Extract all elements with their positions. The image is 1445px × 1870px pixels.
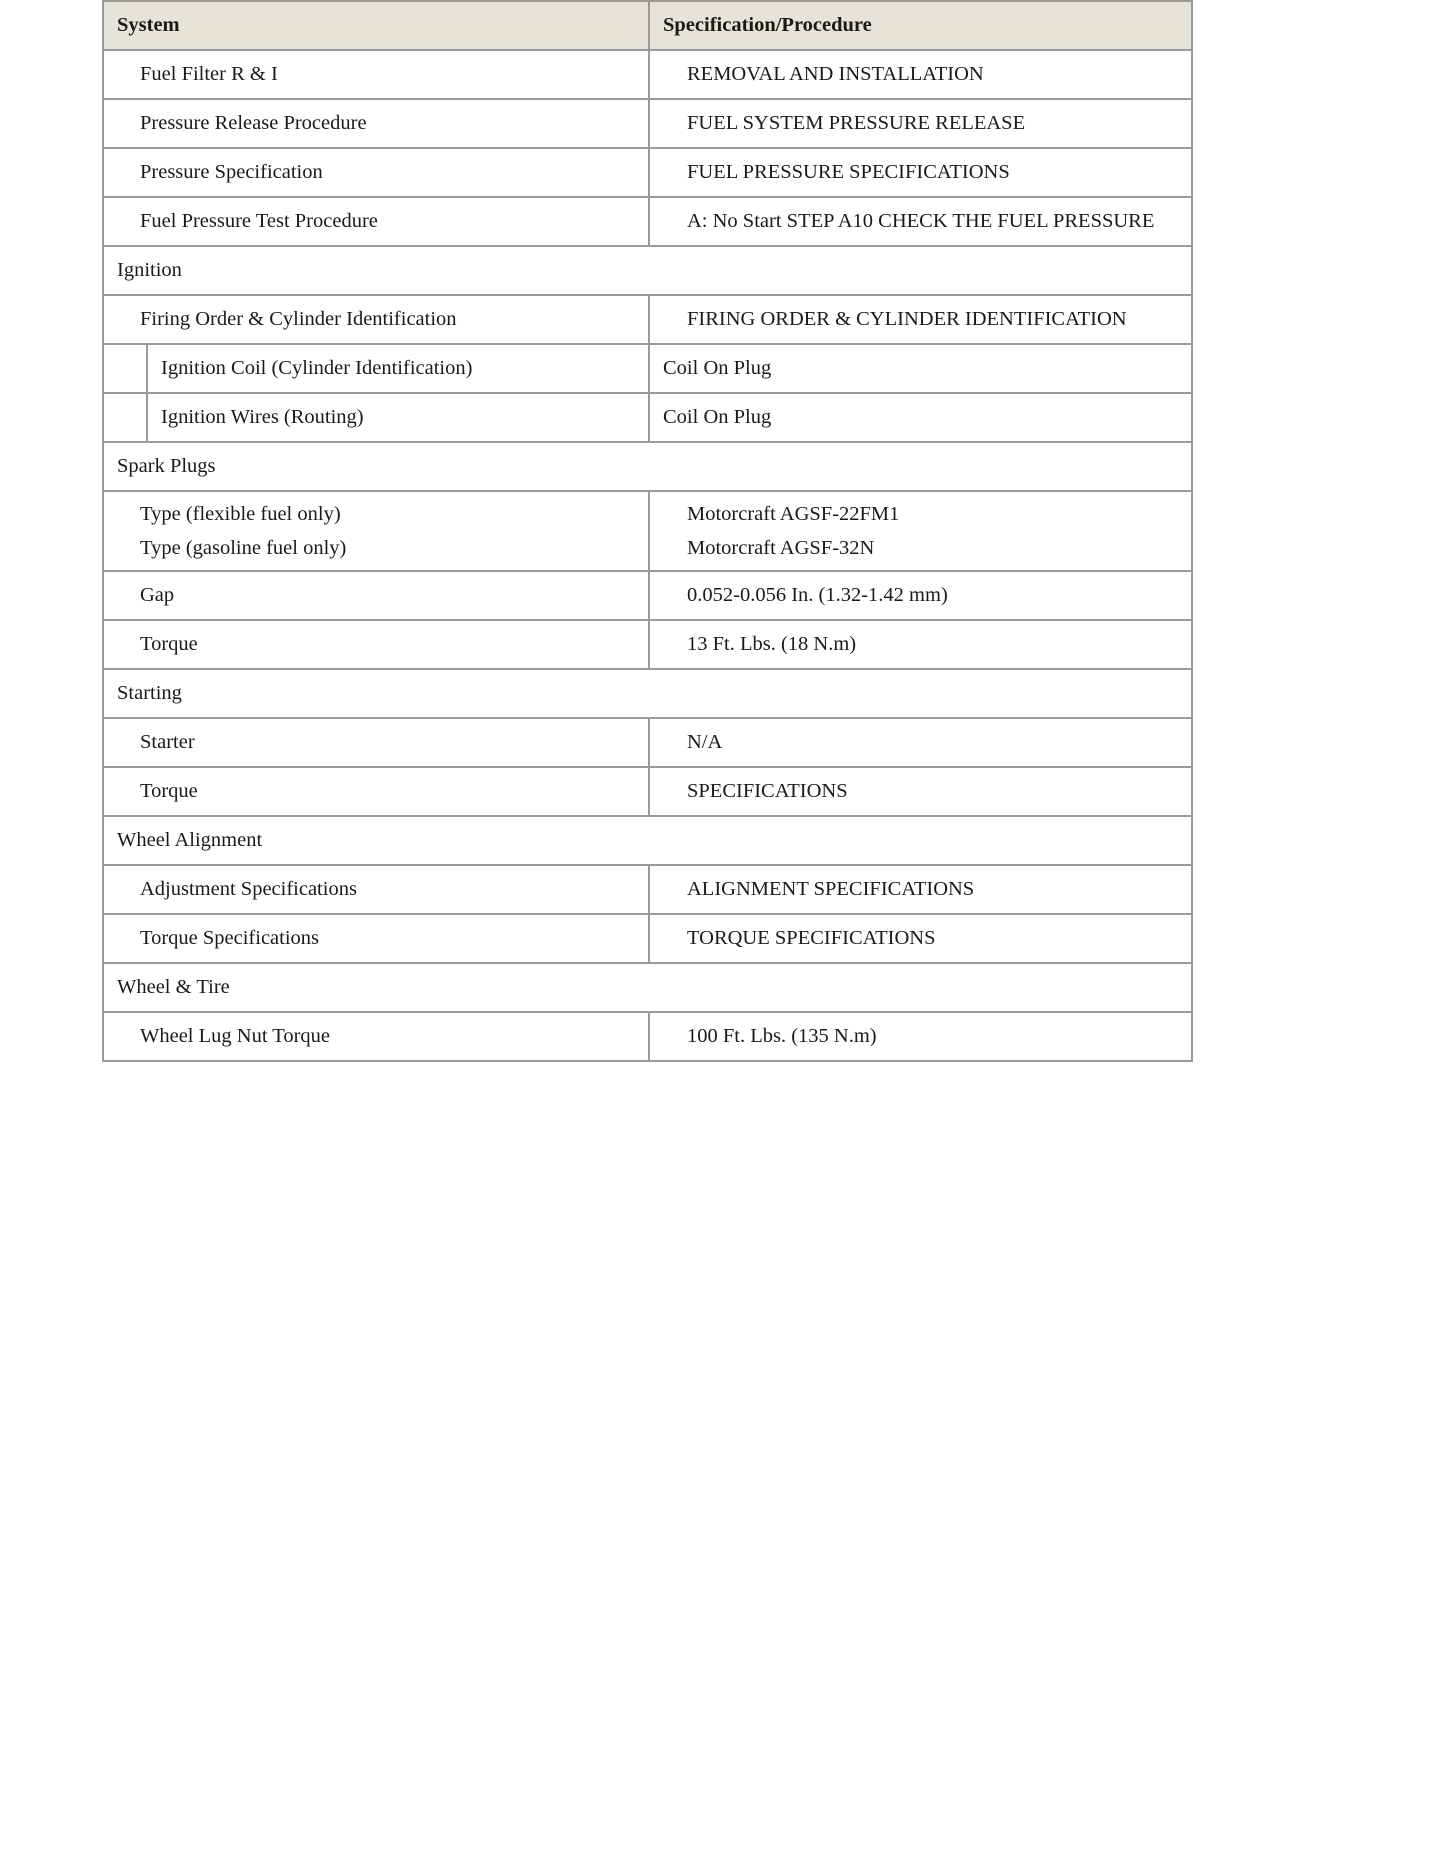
- type-gas-value: Motorcraft AGSF-32N: [687, 537, 875, 559]
- group-row-wheel-alignment: [103, 816, 1192, 865]
- table-row: [103, 295, 1192, 344]
- group-row-ignition: [103, 246, 1192, 295]
- group-heading-starting: Starting: [103, 669, 1192, 718]
- table-row: [103, 393, 1192, 442]
- spark-plug-torque-spec: 13 Ft. Lbs. (18 N.m): [649, 620, 1192, 669]
- fuel-filter-system: Fuel Filter R & I: [103, 50, 649, 99]
- table-header-row: [103, 1, 1192, 50]
- firing-order-system: Firing Order & Cylinder Identification: [103, 295, 649, 344]
- header-system: System: [103, 1, 649, 50]
- starter-torque-spec-link[interactable]: SPECIFICATIONS: [649, 767, 1192, 816]
- group-heading-ignition: Ignition: [103, 246, 1192, 295]
- ignition-wires-system-cell: [103, 393, 649, 442]
- table-row: [103, 99, 1192, 148]
- starter-system: Starter: [103, 718, 649, 767]
- table-row: [103, 1012, 1192, 1061]
- alignment-torque-system: Torque Specifications: [103, 914, 649, 963]
- table-row: [103, 491, 1192, 571]
- fuel-pressure-test-spec-link[interactable]: A: No Start STEP A10 CHECK THE FUEL PRESSURE: [649, 197, 1192, 246]
- table-row: [103, 571, 1192, 620]
- group-row-spark-plugs: [103, 442, 1192, 491]
- starter-spec: N/A: [649, 718, 1192, 767]
- starter-torque-system: Torque: [103, 767, 649, 816]
- type-flex-value: Motorcraft AGSF-22FM1: [687, 503, 900, 525]
- table-row: [103, 620, 1192, 669]
- pressure-release-spec-link[interactable]: FUEL SYSTEM PRESSURE RELEASE: [649, 99, 1192, 148]
- spark-plug-gap-spec: 0.052-0.056 In. (1.32-1.42 mm): [649, 571, 1192, 620]
- ignition-coil-spec: Coil On Plug: [649, 344, 1192, 393]
- specifications-table: [102, 0, 1193, 1062]
- firing-order-spec-link[interactable]: FIRING ORDER & CYLINDER IDENTIFICATION: [649, 295, 1192, 344]
- fuel-pressure-test-system: Fuel Pressure Test Procedure: [103, 197, 649, 246]
- table-row: [103, 865, 1192, 914]
- pressure-specification-spec-link[interactable]: FUEL PRESSURE SPECIFICATIONS: [649, 148, 1192, 197]
- table-row: [103, 197, 1192, 246]
- table-row: [103, 50, 1192, 99]
- pressure-specification-system: Pressure Specification: [103, 148, 649, 197]
- ignition-coil-system-cell: [103, 344, 649, 393]
- alignment-torque-spec-link[interactable]: TORQUE SPECIFICATIONS: [649, 914, 1192, 963]
- type-gas-label: Type (gasoline fuel only): [140, 537, 347, 559]
- lug-nut-torque-spec: 100 Ft. Lbs. (135 N.m): [649, 1012, 1192, 1061]
- lug-nut-torque-system: Wheel Lug Nut Torque: [103, 1012, 649, 1061]
- type-flex-label: Type (flexible fuel only): [140, 503, 341, 525]
- table-row: [103, 767, 1192, 816]
- indent-stub: [104, 394, 148, 441]
- table-row: [103, 148, 1192, 197]
- group-heading-wheel-tire: Wheel & Tire: [103, 963, 1192, 1012]
- indent-stub: [104, 345, 148, 392]
- alignment-adjustment-system: Adjustment Specifications: [103, 865, 649, 914]
- group-row-starting: [103, 669, 1192, 718]
- table-row: [103, 344, 1192, 393]
- ignition-wires-spec: Coil On Plug: [649, 393, 1192, 442]
- header-spec: Specification/Procedure: [649, 1, 1192, 50]
- spark-plug-type-spec: [649, 491, 1192, 571]
- ignition-coil-system: Ignition Coil (Cylinder Identification): [161, 357, 473, 379]
- ignition-wires-system: Ignition Wires (Routing): [161, 406, 364, 428]
- spark-plug-type-system: [103, 491, 649, 571]
- group-row-wheel-tire: [103, 963, 1192, 1012]
- spark-plug-torque-system: Torque: [103, 620, 649, 669]
- pressure-release-system: Pressure Release Procedure: [103, 99, 649, 148]
- group-heading-wheel-alignment: Wheel Alignment: [103, 816, 1192, 865]
- fuel-filter-spec-link[interactable]: REMOVAL AND INSTALLATION: [649, 50, 1192, 99]
- table-row: [103, 914, 1192, 963]
- alignment-adjustment-spec-link[interactable]: ALIGNMENT SPECIFICATIONS: [649, 865, 1192, 914]
- group-heading-spark-plugs: Spark Plugs: [103, 442, 1192, 491]
- spark-plug-gap-system: Gap: [103, 571, 649, 620]
- table-row: [103, 718, 1192, 767]
